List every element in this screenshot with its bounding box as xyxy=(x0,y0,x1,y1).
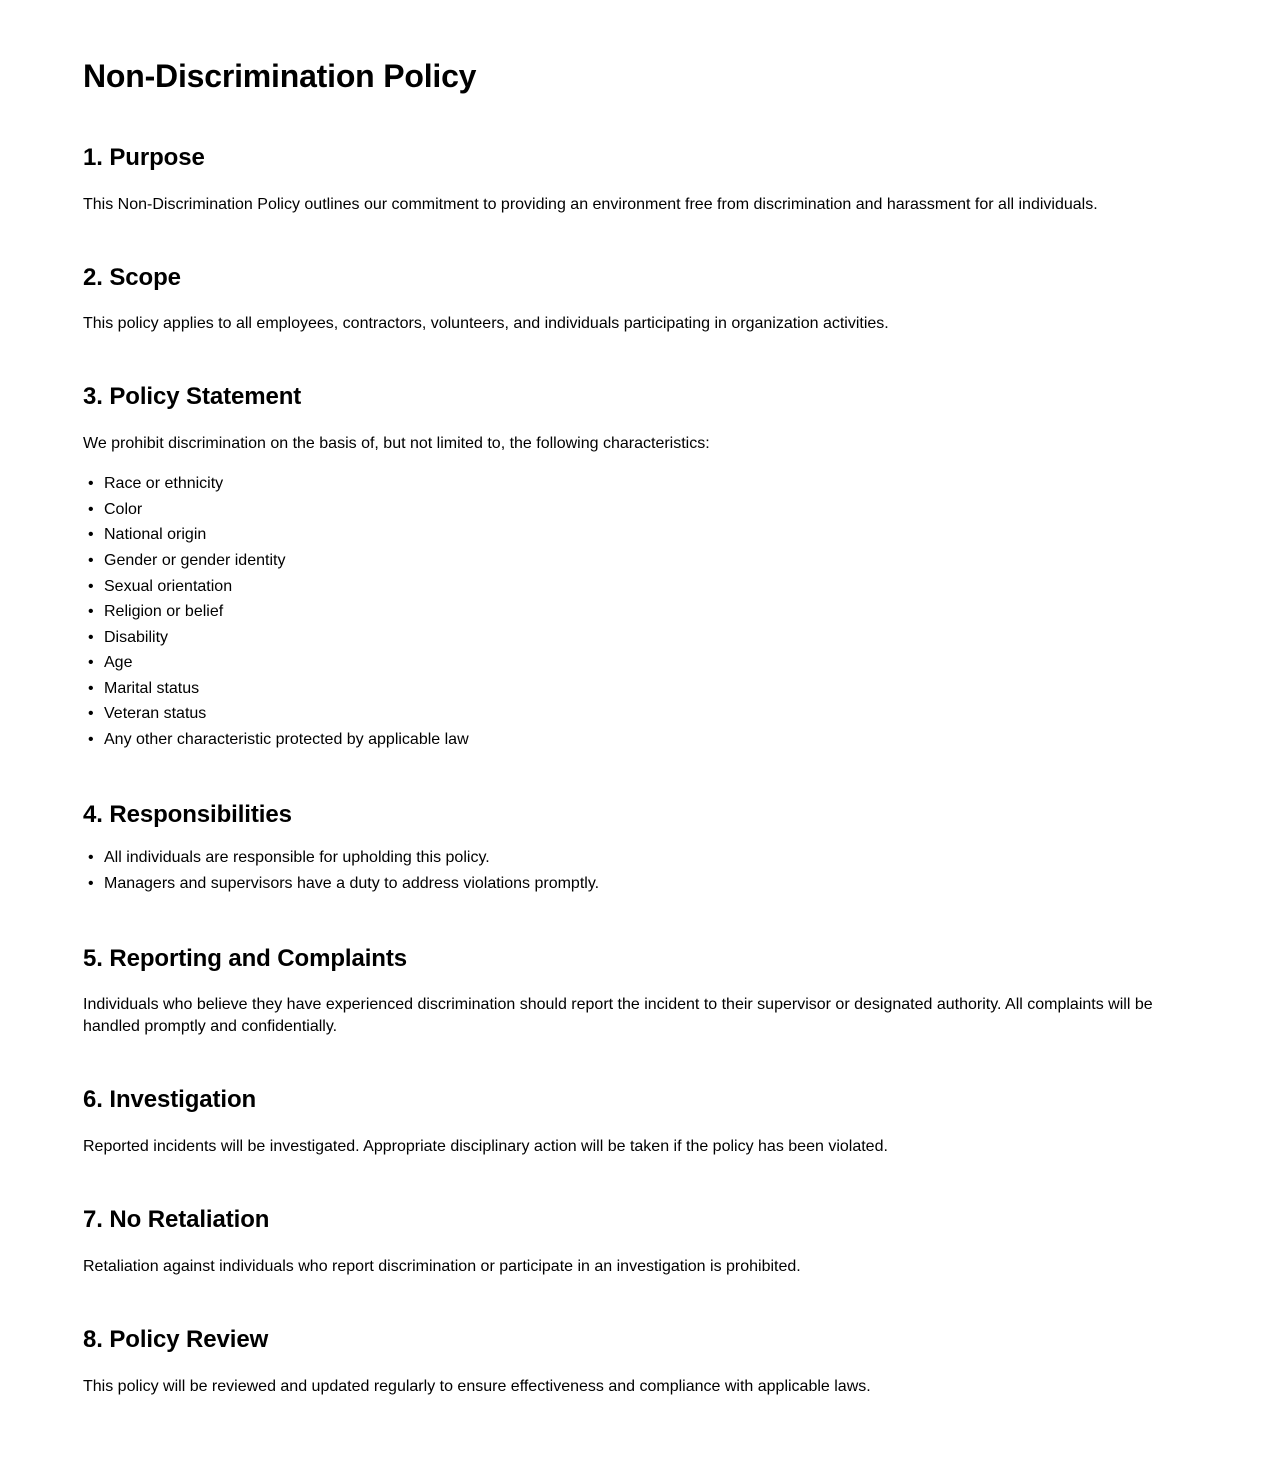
bullet-icon: • xyxy=(88,705,94,723)
section-paragraph: We prohibit discrimination on the basis of, but not limited to, the following characteristics: xyxy=(83,435,710,453)
list-item-label: Age xyxy=(104,654,133,672)
list-item xyxy=(83,650,1180,676)
bullet-icon: • xyxy=(88,551,94,569)
policy-section xyxy=(83,753,1180,897)
section-paragraph: Individuals who believe they have experienced discrimination should report the incident to their supervisor or designated authority. All complaints will be handled promptly and confidentially. xyxy=(83,996,1153,1036)
list-item-label: Color xyxy=(104,500,143,518)
list-item-label: Religion or belief xyxy=(104,603,224,621)
bullet-icon: • xyxy=(88,875,94,893)
section-paragraph: Reported incidents will be investigated. Appropriate disciplinary action will be taken if the policy has been violated. xyxy=(83,1138,888,1156)
section-heading: 3. Policy Statement xyxy=(83,383,302,411)
section-heading: 2. Scope xyxy=(83,263,181,291)
list-item xyxy=(83,522,1180,548)
section-paragraph: This policy applies to all employees, contractors, volunteers, and individuals participating in organization activities. xyxy=(83,315,889,333)
bullet-icon: • xyxy=(88,628,94,646)
page-title: Non-Discrimination Policy xyxy=(83,58,477,94)
section-bullet-list xyxy=(83,829,1180,896)
bullet-icon: • xyxy=(88,603,94,621)
list-item-label: Gender or gender identity xyxy=(104,551,286,569)
list-item-label: National origin xyxy=(104,526,207,544)
policy-section xyxy=(83,216,1180,336)
list-item-label: Marital status xyxy=(104,679,200,697)
policy-section xyxy=(83,335,1180,752)
bullet-icon: • xyxy=(88,475,94,493)
bullet-icon: • xyxy=(88,654,94,672)
policy-section xyxy=(83,1038,1180,1158)
list-item xyxy=(83,625,1180,651)
section-heading: 6. Investigation xyxy=(83,1086,257,1114)
bullet-icon: • xyxy=(88,849,94,867)
policy-section xyxy=(83,1278,1180,1398)
bullet-icon: • xyxy=(88,500,94,518)
bullet-icon: • xyxy=(88,577,94,595)
policy-section xyxy=(83,96,1180,216)
list-item-label: Any other characteristic protected by applicable law xyxy=(104,731,469,749)
section-paragraph: This Non-Discrimination Policy outlines our commitment to providing an environment free from discrimination and harassment for all individuals. xyxy=(83,195,1098,213)
list-item-label: All individuals are responsible for upholding this policy. xyxy=(104,849,490,867)
bullet-icon: • xyxy=(88,679,94,697)
bullet-icon: • xyxy=(88,731,94,749)
section-bullet-list xyxy=(83,455,1180,753)
list-item xyxy=(83,471,1180,497)
list-item-label: Veteran status xyxy=(104,705,207,723)
list-item xyxy=(83,548,1180,574)
section-paragraph: Retaliation against individuals who report discrimination or participate in an investigation is prohibited. xyxy=(83,1258,801,1276)
list-item xyxy=(83,871,1180,897)
list-item xyxy=(83,599,1180,625)
section-heading: 4. Responsibilities xyxy=(83,800,292,828)
policy-section xyxy=(83,1158,1180,1278)
document-body xyxy=(83,96,1180,1398)
section-heading: 1. Purpose xyxy=(83,143,205,171)
section-heading: 7. No Retaliation xyxy=(83,1206,270,1234)
list-item xyxy=(83,574,1180,600)
list-item xyxy=(83,676,1180,702)
list-item xyxy=(83,845,1180,871)
list-item-label: Disability xyxy=(104,628,169,646)
policy-section xyxy=(83,897,1180,1039)
list-item xyxy=(83,701,1180,727)
list-item-label: Managers and supervisors have a duty to address violations promptly. xyxy=(104,875,600,893)
bullet-icon: • xyxy=(88,526,94,544)
list-item-label: Sexual orientation xyxy=(104,577,233,595)
section-heading: 5. Reporting and Complaints xyxy=(83,944,407,972)
section-heading: 8. Policy Review xyxy=(83,1326,269,1354)
list-item-label: Race or ethnicity xyxy=(104,475,224,493)
list-item xyxy=(83,727,1180,753)
list-item xyxy=(83,497,1180,523)
section-paragraph: This policy will be reviewed and updated regularly to ensure effectiveness and compliance with applicable laws. xyxy=(83,1377,871,1395)
